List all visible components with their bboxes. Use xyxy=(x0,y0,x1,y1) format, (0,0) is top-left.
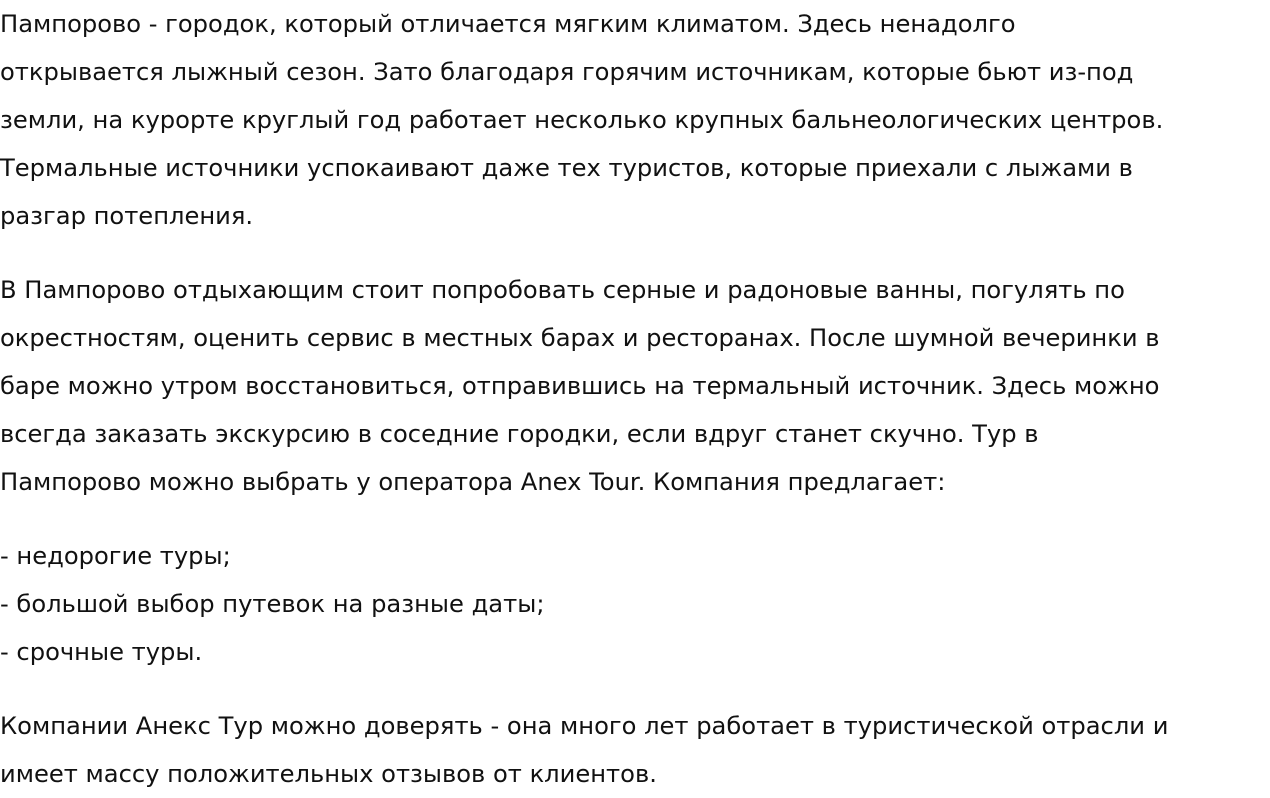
text-line: окрестностям, оценить сервис в местных барах и ресторанах. После шумной вечеринки в xyxy=(0,324,1160,352)
text-line: имеет массу положительных отзывов от клиентов. xyxy=(0,760,657,788)
text-line: В Пампорово отдыхающим стоит попробовать серные и радоновые ванны, погулять по xyxy=(0,276,1125,304)
paragraph-spacer xyxy=(0,506,1270,532)
text-line: земли, на курорте круглый год работает несколько крупных бальнеологических центров. xyxy=(0,106,1164,134)
list-item: - недорогие туры; xyxy=(0,542,231,570)
offer-list xyxy=(0,532,1270,676)
paragraph-spacer xyxy=(0,240,1270,266)
paragraph-activities xyxy=(0,266,1270,506)
list-item: - срочные туры. xyxy=(0,638,203,666)
paragraph-spacer xyxy=(0,676,1270,702)
text-line: разгар потепления. xyxy=(0,202,254,230)
text-line: Термальные источники успокаивают даже тех туристов, которые приехали с лыжами в xyxy=(0,154,1133,182)
text-line: открывается лыжный сезон. Зато благодаря горячим источникам, которые бьют из-под xyxy=(0,58,1134,86)
paragraph-trust xyxy=(0,702,1270,798)
text-line: Пампорово можно выбрать у оператора Anex Tour. Компания предлагает: xyxy=(0,468,946,496)
text-line: Пампорово - городок, который отличается мягким климатом. Здесь ненадолго xyxy=(0,10,1016,38)
text-line: всегда заказать экскурсию в соседние городки, если вдруг станет скучно. Тур в xyxy=(0,420,1039,448)
list-item: - большой выбор путевок на разные даты; xyxy=(0,590,545,618)
text-line: баре можно утром восстановиться, отправившись на термальный источник. Здесь можно xyxy=(0,372,1160,400)
text-line: Компании Анекс Тур можно доверять - она много лет работает в туристической отрасли и xyxy=(0,712,1169,740)
paragraph-intro xyxy=(0,0,1270,240)
